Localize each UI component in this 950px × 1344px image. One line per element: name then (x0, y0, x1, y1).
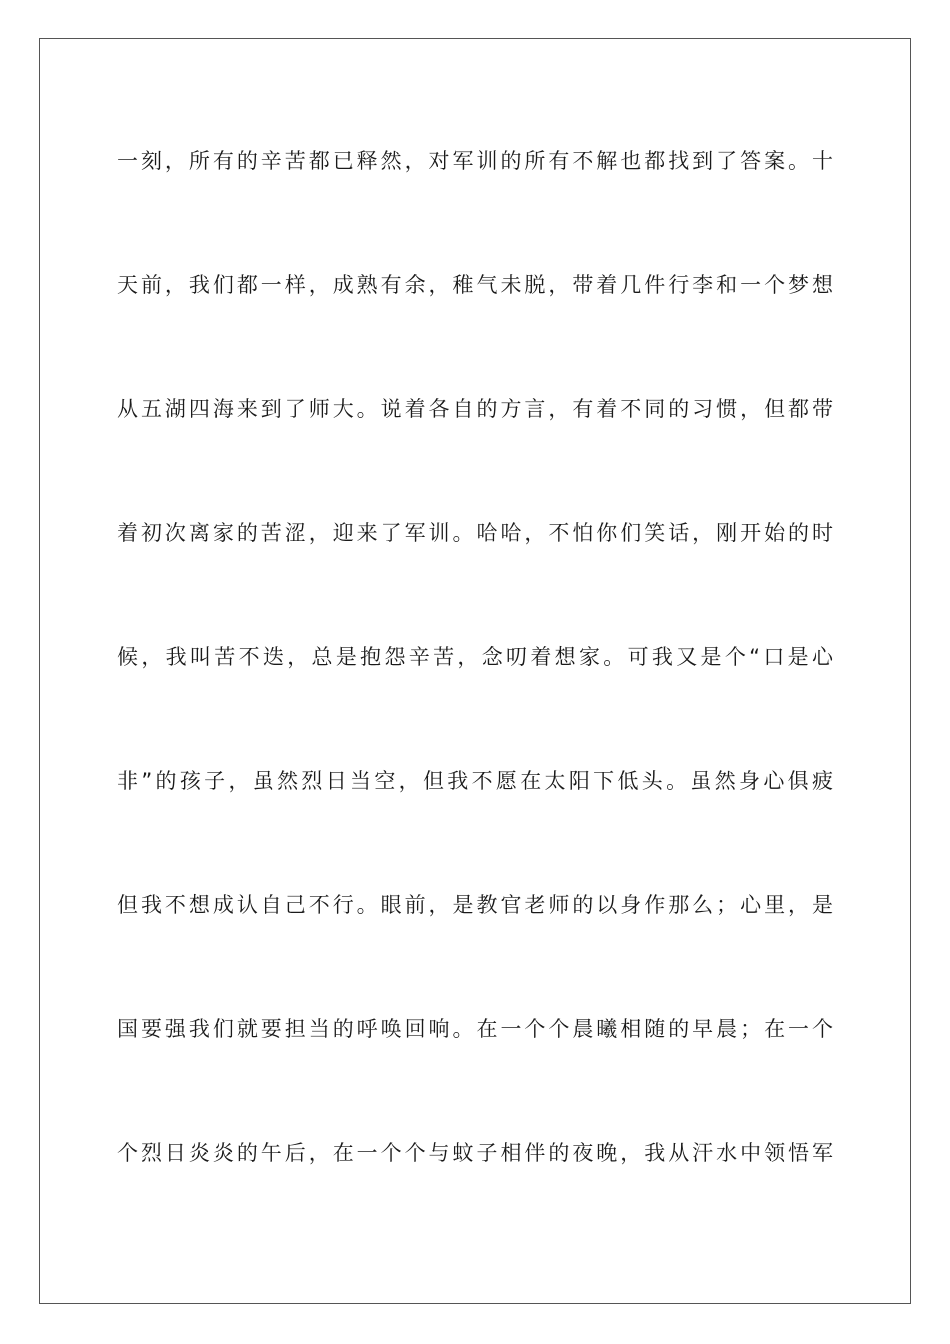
text-line-8: 国要强我们就要担当的呼唤回响。在一个个晨曦相随的早晨；在一个 (117, 1017, 833, 1041)
text-line-1: 一刻，所有的辛苦都已释然，对军训的所有不解也都找到了答案。十 (117, 149, 833, 173)
text-line-7: 但我不想成认自己不行。眼前，是教官老师的以身作那么；心里，是 (117, 893, 833, 917)
text-line-4: 着初次离家的苦涩，迎来了军训。哈哈，不怕你们笑话，刚开始的时 (117, 521, 833, 545)
text-line-2: 天前，我们都一样，成熟有余，稚气未脱，带着几件行李和一个梦想 (117, 273, 833, 297)
text-line-3: 从五湖四海来到了师大。说着各自的方言，有着不同的习惯，但都带 (117, 397, 833, 421)
text-line-6: 非”的孩子，虽然烈日当空，但我不愿在太阳下低头。虽然身心俱疲 (117, 769, 833, 793)
text-line-9: 个烈日炎炎的午后，在一个个与蚊子相伴的夜晚，我从汗水中领悟军 (117, 1141, 833, 1165)
document-body (117, 136, 833, 1252)
text-line-5: 候，我叫苦不迭，总是抱怨辛苦，念叨着想家。可我又是个“口是心 (117, 645, 833, 669)
